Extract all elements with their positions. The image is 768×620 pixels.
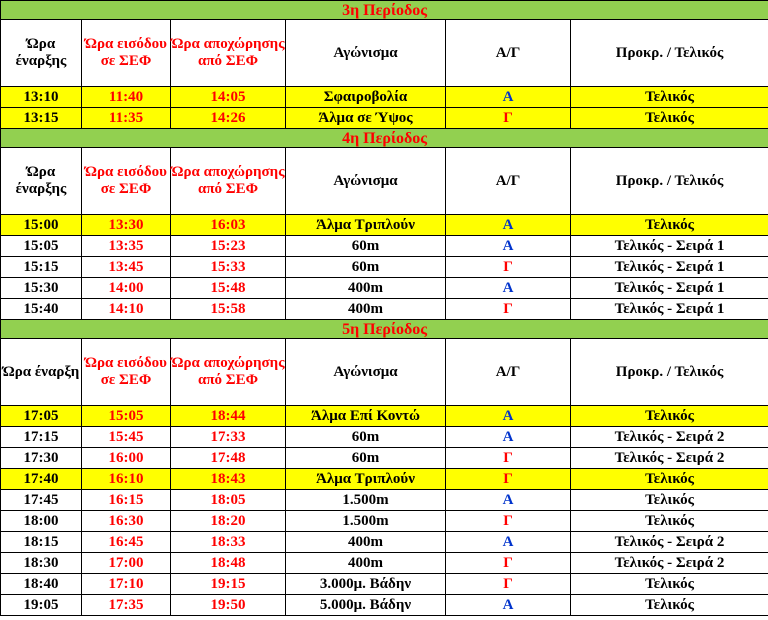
cell-exit: 14:26	[171, 108, 286, 129]
cell-start: 15:30	[1, 278, 82, 299]
cell-event: Σφαιροβολία	[286, 87, 446, 108]
cell-exit: 18:48	[171, 553, 286, 574]
period-title: 3η Περίοδος	[1, 1, 768, 20]
cell-entry: 17:10	[82, 574, 171, 595]
table-row	[1, 595, 768, 616]
cell-event: 60m	[286, 448, 446, 469]
cell-stage: Τελικός	[571, 469, 768, 490]
table-row	[1, 406, 768, 427]
cell-event: 3.000μ. Βάδην	[286, 574, 446, 595]
cell-entry: 17:35	[82, 595, 171, 616]
header-start: Ώρα έναρξη	[1, 339, 82, 406]
header-stage: Προκρ. / Τελικός	[571, 148, 768, 215]
cell-start: 19:05	[1, 595, 82, 616]
cell-exit: 19:15	[171, 574, 286, 595]
cell-gender: Γ	[446, 257, 571, 278]
table-row	[1, 108, 768, 129]
cell-start: 13:10	[1, 87, 82, 108]
cell-start: 17:40	[1, 469, 82, 490]
cell-event: 400m	[286, 532, 446, 553]
period-title-row	[1, 1, 768, 20]
cell-event: 1.500m	[286, 511, 446, 532]
cell-entry: 16:00	[82, 448, 171, 469]
cell-gender: Γ	[446, 553, 571, 574]
cell-event: 60m	[286, 427, 446, 448]
cell-entry: 13:45	[82, 257, 171, 278]
cell-entry: 15:45	[82, 427, 171, 448]
header-entry: Ώρα εισόδου σε ΣΕΦ	[82, 20, 171, 87]
header-event: Αγώνισμα	[286, 148, 446, 215]
cell-stage: Τελικός	[571, 108, 768, 129]
cell-gender: Α	[446, 215, 571, 236]
cell-exit: 17:48	[171, 448, 286, 469]
header-event: Αγώνισμα	[286, 20, 446, 87]
header-start: Ώρα έναρξης	[1, 148, 82, 215]
header-exit: Ώρα αποχώρησης από ΣΕΦ	[171, 148, 286, 215]
header-gender: Α/Γ	[446, 148, 571, 215]
cell-entry: 13:35	[82, 236, 171, 257]
header-entry: Ώρα εισόδου σε ΣΕΦ	[82, 339, 171, 406]
header-stage: Προκρ. / Τελικός	[571, 20, 768, 87]
cell-stage: Τελικός	[571, 406, 768, 427]
period-title: 4η Περίοδος	[1, 129, 768, 148]
table-row	[1, 553, 768, 574]
table-row	[1, 427, 768, 448]
cell-exit: 17:33	[171, 427, 286, 448]
table-row	[1, 469, 768, 490]
period-title: 5η Περίοδος	[1, 320, 768, 339]
cell-stage: Τελικός - Σειρά 2	[571, 532, 768, 553]
cell-start: 15:00	[1, 215, 82, 236]
cell-exit: 18:05	[171, 490, 286, 511]
cell-stage: Τελικός	[571, 87, 768, 108]
cell-gender: Γ	[446, 108, 571, 129]
table-row	[1, 299, 768, 320]
cell-gender: Α	[446, 532, 571, 553]
cell-event: Άλμα σε Ύψος	[286, 108, 446, 129]
cell-entry: 17:00	[82, 553, 171, 574]
cell-gender: Γ	[446, 299, 571, 320]
cell-gender: Α	[446, 236, 571, 257]
cell-exit: 14:05	[171, 87, 286, 108]
cell-gender: Α	[446, 427, 571, 448]
header-entry: Ώρα εισόδου σε ΣΕΦ	[82, 148, 171, 215]
cell-entry: 14:10	[82, 299, 171, 320]
table-row	[1, 257, 768, 278]
cell-gender: Γ	[446, 448, 571, 469]
cell-stage: Τελικός - Σειρά 2	[571, 553, 768, 574]
cell-entry: 16:15	[82, 490, 171, 511]
header-event: Αγώνισμα	[286, 339, 446, 406]
cell-start: 15:40	[1, 299, 82, 320]
cell-gender: Α	[446, 406, 571, 427]
cell-exit: 15:48	[171, 278, 286, 299]
cell-stage: Τελικός - Σειρά 1	[571, 236, 768, 257]
cell-start: 18:15	[1, 532, 82, 553]
header-row	[1, 148, 768, 215]
cell-stage: Τελικός	[571, 511, 768, 532]
cell-event: 60m	[286, 257, 446, 278]
cell-start: 18:00	[1, 511, 82, 532]
cell-gender: Γ	[446, 574, 571, 595]
table-row	[1, 278, 768, 299]
cell-exit: 15:33	[171, 257, 286, 278]
cell-start: 17:15	[1, 427, 82, 448]
cell-entry: 16:10	[82, 469, 171, 490]
cell-gender: Α	[446, 490, 571, 511]
cell-exit: 18:20	[171, 511, 286, 532]
header-gender: Α/Γ	[446, 20, 571, 87]
cell-start: 13:15	[1, 108, 82, 129]
table-row	[1, 511, 768, 532]
cell-gender: Α	[446, 87, 571, 108]
cell-start: 18:40	[1, 574, 82, 595]
cell-entry: 16:45	[82, 532, 171, 553]
header-exit: Ώρα αποχώρησης από ΣΕΦ	[171, 20, 286, 87]
header-gender: Α/Γ	[446, 339, 571, 406]
cell-event: 400m	[286, 278, 446, 299]
cell-event: 5.000μ. Βάδην	[286, 595, 446, 616]
cell-entry: 14:00	[82, 278, 171, 299]
cell-entry: 13:30	[82, 215, 171, 236]
cell-exit: 18:33	[171, 532, 286, 553]
table-row	[1, 215, 768, 236]
cell-exit: 19:50	[171, 595, 286, 616]
cell-event: Άλμα Τριπλούν	[286, 215, 446, 236]
cell-stage: Τελικός - Σειρά 1	[571, 278, 768, 299]
header-row	[1, 20, 768, 87]
cell-stage: Τελικός - Σειρά 2	[571, 427, 768, 448]
header-exit: Ώρα αποχώρησης από ΣΕΦ	[171, 339, 286, 406]
header-start: Ώρα έναρξης	[1, 20, 82, 87]
cell-gender: Γ	[446, 511, 571, 532]
table-row	[1, 574, 768, 595]
cell-gender: Α	[446, 278, 571, 299]
cell-stage: Τελικός	[571, 215, 768, 236]
cell-start: 17:05	[1, 406, 82, 427]
cell-event: Άλμα Επί Κοντώ	[286, 406, 446, 427]
cell-event: 400m	[286, 553, 446, 574]
cell-entry: 16:30	[82, 511, 171, 532]
period-title-row	[1, 129, 768, 148]
cell-exit: 15:58	[171, 299, 286, 320]
table-row	[1, 87, 768, 108]
header-stage: Προκρ. / Τελικός	[571, 339, 768, 406]
cell-start: 15:05	[1, 236, 82, 257]
cell-entry: 11:40	[82, 87, 171, 108]
cell-event: 60m	[286, 236, 446, 257]
cell-stage: Τελικός	[571, 574, 768, 595]
cell-stage: Τελικός - Σειρά 2	[571, 448, 768, 469]
cell-stage: Τελικός	[571, 490, 768, 511]
cell-stage: Τελικός - Σειρά 1	[571, 257, 768, 278]
cell-exit: 18:43	[171, 469, 286, 490]
table-row	[1, 448, 768, 469]
cell-event: 1.500m	[286, 490, 446, 511]
cell-start: 17:45	[1, 490, 82, 511]
table-row	[1, 532, 768, 553]
cell-gender: Γ	[446, 469, 571, 490]
header-row	[1, 339, 768, 406]
cell-entry: 15:05	[82, 406, 171, 427]
cell-stage: Τελικός - Σειρά 1	[571, 299, 768, 320]
period-title-row	[1, 320, 768, 339]
cell-stage: Τελικός	[571, 595, 768, 616]
cell-event: Άλμα Τριπλούν	[286, 469, 446, 490]
table-row	[1, 490, 768, 511]
cell-entry: 11:35	[82, 108, 171, 129]
cell-gender: Α	[446, 595, 571, 616]
cell-start: 15:15	[1, 257, 82, 278]
cell-exit: 16:03	[171, 215, 286, 236]
cell-exit: 15:23	[171, 236, 286, 257]
cell-event: 400m	[286, 299, 446, 320]
cell-exit: 18:44	[171, 406, 286, 427]
table-row	[1, 236, 768, 257]
cell-start: 18:30	[1, 553, 82, 574]
cell-start: 17:30	[1, 448, 82, 469]
